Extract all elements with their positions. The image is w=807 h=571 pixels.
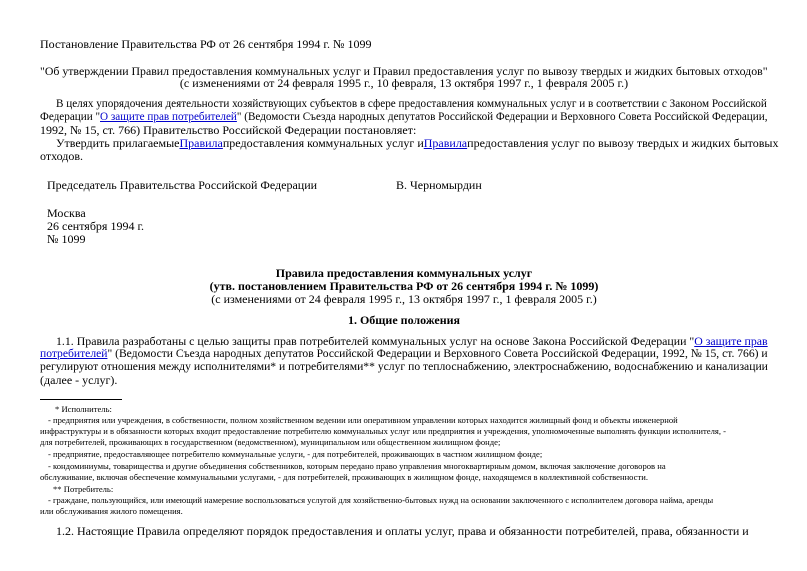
preamble-line-4 bbox=[56, 136, 779, 150]
rules-approved: (утв. постановлением Правительства РФ от 26 сентября 1994 г. № 1099) bbox=[209, 279, 599, 293]
rules-link-2[interactable]: Правила bbox=[423, 136, 468, 150]
footnote-2-head: ** Потребитель: bbox=[53, 484, 114, 494]
clause-1-1-line-1 bbox=[56, 334, 768, 348]
rules-link-1[interactable]: Правила bbox=[179, 136, 223, 150]
preamble-line-2 bbox=[40, 110, 768, 124]
section-title: 1. Общие положения bbox=[347, 313, 461, 327]
clause-text: " (Ведомости Съезда народных депутатов Российской Федерации и Верховного Совета Российской Федерации, 1992, № 15, ст. 766) и bbox=[107, 347, 768, 360]
clause-1-1-line-4: (далее - услуг). bbox=[40, 373, 118, 387]
resolution-text: предоставления услуг по вывозу твердых и жидких бытовых bbox=[467, 136, 779, 150]
footnote-1-line: - кондоминиумы, товарищества и другие объединения собственников, которым передано право управления многоквартирным домом, включая заключение договоров на bbox=[48, 461, 666, 471]
doc-title: Постановление Правительства РФ от 26 сентября 1994 г. № 1099 bbox=[40, 37, 372, 51]
footnote-2-line: или обслуживания жилого помещения. bbox=[40, 506, 183, 516]
footnote-1-line: - предприятие, предоставляющее потребителю коммунальные услуги, - для потребителей, проживающих в частном жилищном фонде; bbox=[48, 449, 543, 459]
law-link-2[interactable]: потребителей bbox=[40, 347, 108, 360]
preamble-text: Федерации " bbox=[40, 111, 101, 123]
sign-city: Москва bbox=[47, 206, 86, 220]
resolution-text: предоставления коммунальных услуг и bbox=[222, 136, 424, 150]
footnote-1-line: - предприятия или учреждения, в собственности, полном хозяйственном ведении или оперативном управлении которых находится жилищный фонд и объекты инженерной bbox=[48, 415, 678, 425]
clause-1-1-line-2 bbox=[40, 347, 768, 361]
footnote-1-line: для потребителей, проживающих в государственном (ведомственном), муниципальном или общественном жилищном фонде; bbox=[40, 437, 501, 447]
footnote-2-line: - граждане, пользующийся, или имеющий намерение воспользоваться услугой для хозяйственно-бытовых нужд на основании заключенного с исполнителем договора найма, аренды bbox=[48, 495, 714, 505]
rules-amendments: (с изменениями от 24 февраля 1995 г., 13 октября 1997 г., 1 февраля 2005 г.) bbox=[211, 292, 597, 306]
footnote-1-head: * Исполнитель: bbox=[55, 404, 112, 414]
clause-1-2-line-1: 1.2. Настоящие Правила определяют порядок предоставления и оплаты услуг, права и обязанности потребителей, права, обязанности и bbox=[56, 524, 749, 538]
resolution-text: Утвердить прилагаемые bbox=[56, 136, 180, 150]
rules-title: Правила предоставления коммунальных услуг bbox=[275, 266, 533, 280]
footnote-1-line: инфраструктуры и в обязанности которых входит предоставление потребителю коммунальных услуг или предприятия и учреждения, уполномоченные выполнять функции исполнителя, - bbox=[40, 426, 726, 436]
sign-date: 26 сентября 1994 г. bbox=[47, 219, 145, 233]
preamble-line-5: отходов. bbox=[40, 149, 84, 163]
sign-number: № 1099 bbox=[47, 232, 86, 246]
law-link[interactable]: О защите прав потребителей bbox=[100, 111, 237, 123]
clause-1-1-line-3: регулируют отношения между исполнителями* и потребителями** услуг по теплоснабжению, электроснабжению, водоснабжению и канализации bbox=[40, 360, 768, 373]
signatory-name: В. Черномырдин bbox=[396, 178, 482, 192]
law-link-1[interactable]: О защите прав bbox=[694, 334, 768, 348]
preamble-text: " (Ведомости Съезда народных депутатов Российской Федерации и Верховного Совета Российской Федерации, bbox=[236, 111, 768, 123]
footnote-1-line: обслуживание, включая обеспечение коммунальными услугами, - для потребителей, проживающих в жилищном фонде, находящемся в коллективной собственности. bbox=[40, 472, 648, 482]
footnote-separator bbox=[40, 399, 122, 400]
signatory-position: Председатель Правительства Российской Федерации bbox=[47, 178, 318, 192]
preamble-line-1: В целях упорядочения деятельности хозяйствующих субъектов в сфере предоставления коммунальных услуг и в соответствии с Законом Российской bbox=[56, 98, 767, 110]
doc-subject: "Об утверждении Правил предоставления коммунальных услуг и Правил предоставления услуг по вывозу твердых и жидких бытовых отходов" bbox=[40, 64, 768, 78]
clause-text: 1.1. Правила разработаны с целью защиты прав потребителей коммунальных услуг на основе Закона Российской Федерации " bbox=[56, 334, 695, 348]
preamble-line-3: 1992, № 15, ст. 766) Правительство Российской Федерации постановляет: bbox=[40, 123, 417, 137]
doc-amendments: (с изменениями от 24 февраля 1995 г., 10 февраля, 13 октября 1997 г., 1 февраля 2005 г.) bbox=[179, 76, 629, 90]
